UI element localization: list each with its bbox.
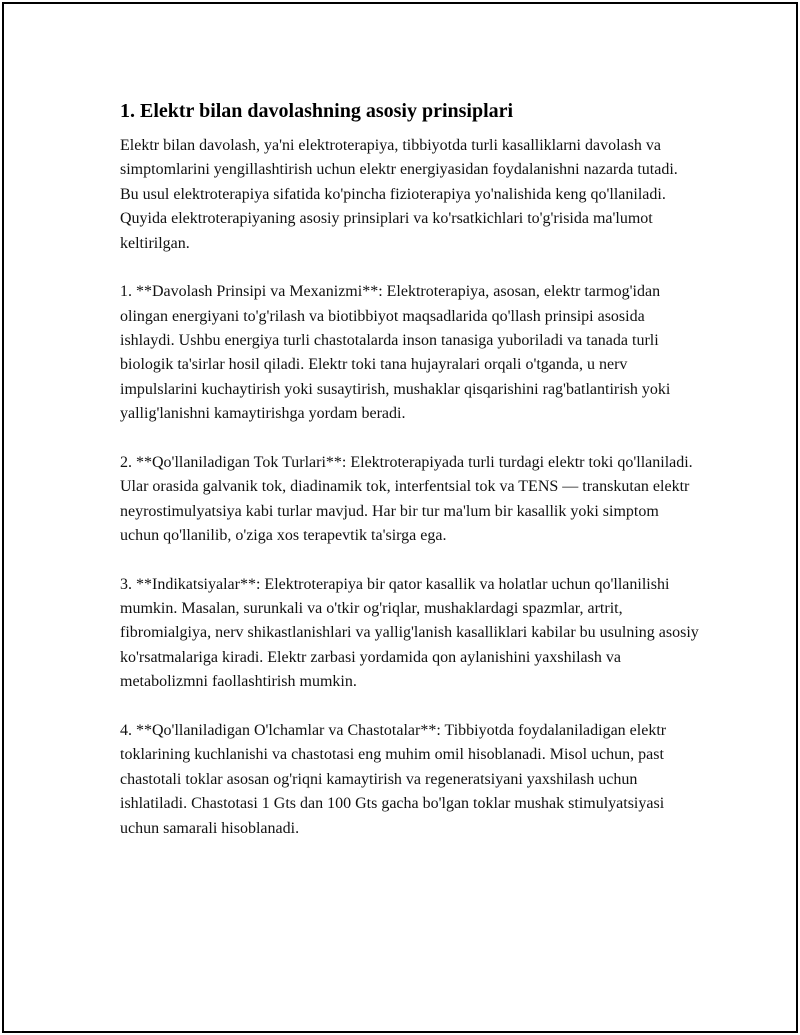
paragraph-indications: 3. **Indikatsiyalar**: Elektroterapiya bir qator kasallik va holatlar uchun qo'llanilishi mumkin. Masalan, surunkali va o'tkir og'riqlar, mushaklardagi spazmlar, artrit, fibromialgiya, nerv shikastlanishlari va yallig'lanish kasalliklari kabilar bu usulning asosiy ko'rsatmalariga kiradi. Elektr zarbasi yordamida qon aylanishini yaxshilash va metabolizmni faollashtirish mumkin. bbox=[120, 575, 699, 691]
intro-paragraph: Elektr bilan davolash, ya'ni elektroterapiya, tibbiyotda turli kasalliklarni davolash va simptomlarini yengillashtirish uchun elektr energiyasidan foydalanishni nazarda tutadi. Bu usul elektroterapiya sifatida ko'pincha fizioterapiya yo'nalishida keng qo'llaniladi. Quyida elektroterapiyaning asosiy prinsiplari va ko'rsatkichlari to'g'risida ma'lumot keltirilgan. bbox=[120, 137, 678, 252]
document-body bbox=[120, 99, 700, 865]
paragraph-parameters-frequencies: 4. **Qo'llaniladigan O'lchamlar va Chastotalar**: Tibbiyotda foydalaniladigan elektr toklarining kuchlanishi va chastotasi eng muhim omil hisoblanadi. Misol uchun, past chastotali toklar asosan og'riqni kamaytirish va regeneratsiyani yaxshilash uchun ishlatiladi. Chastotasi 1 Gts dan 100 Gts gacha bo'lgan toklar mushak stimulyatsiyasi uchun samarali hisoblanadi. bbox=[120, 721, 667, 837]
paragraph-current-types: 2. **Qo'llaniladigan Tok Turlari**: Elektroterapiyada turli turdagi elektr toki qo'llaniladi. Ular orasida galvanik tok, diadinamik tok, interfentsial tok va TENS — transkutan elektr neyrostimulyatsiya kabi turlar mavjud. Har bir tur ma'lum bir kasallik yoki simptom uchun qo'llanilib, o'ziga xos terapevtik ta'sirga ega. bbox=[120, 453, 693, 545]
section-heading: 1. Elektr bilan davolashning asosiy prinsiplari bbox=[120, 100, 514, 122]
page-frame bbox=[2, 2, 798, 1033]
paragraph-treatment-principle: 1. **Davolash Prinsipi va Mexanizmi**: Elektroterapiya, asosan, elektr tarmog'idan olingan energiyani to'g'rilash va biotibbiyot maqsadlarida qo'llash prinsipi asosida ishlaydi. Ushbu energiya turli chastotalarda inson tanasiga yuboriladi va tanada turli biologik ta'sirlar hosil qiladi. Elektr toki tana hujayralari orqali o'tganda, u nerv impulslarini kuchaytirish yoki susaytirish, mushaklar qisqarishini rag'batlantirish yoki yallig'lanishni kamaytirishga yordam beradi. bbox=[120, 283, 671, 423]
